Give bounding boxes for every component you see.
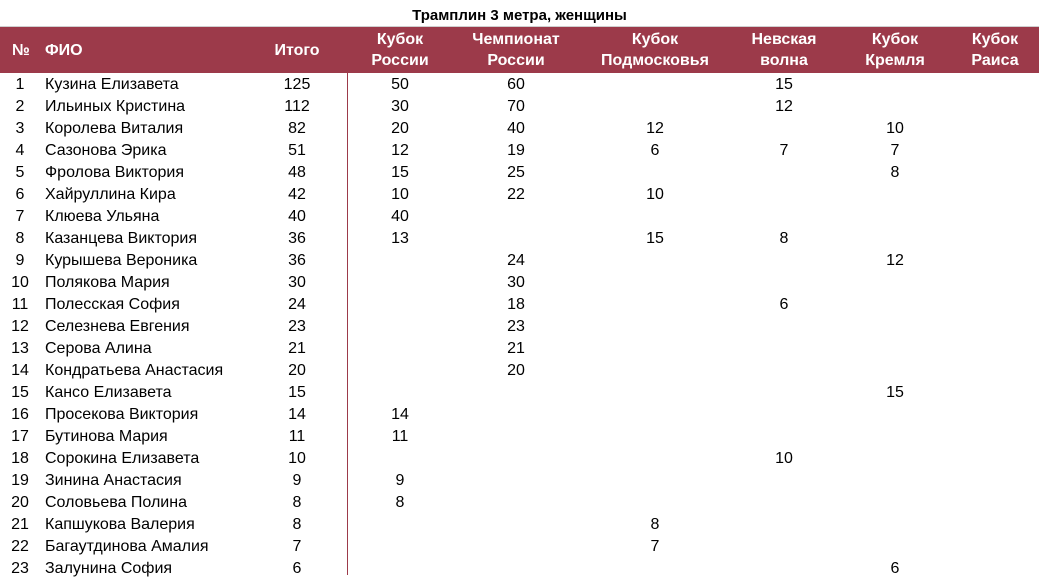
header-kubok-rossii xyxy=(350,27,450,73)
cell-kubok-kremlya xyxy=(865,272,925,294)
table-row xyxy=(0,426,1039,448)
table-row xyxy=(0,184,1039,206)
cell-kubok-podmoskovya xyxy=(625,426,685,448)
cell-kubok-rossii: 50 xyxy=(391,76,409,93)
cell-nevskaya-volna xyxy=(754,250,814,272)
cell-chempionat-rossii: 20 xyxy=(507,362,525,379)
cell-num: 14 xyxy=(11,362,29,379)
table-row xyxy=(0,492,1039,514)
cell-nevskaya-volna: 8 xyxy=(779,230,789,247)
table-row xyxy=(0,382,1039,404)
table-row xyxy=(0,140,1039,162)
cell-chempionat-rossii xyxy=(486,514,546,536)
cell-name: Соловьева Полина xyxy=(45,494,187,511)
cell-chempionat-rossii: 24 xyxy=(507,252,525,269)
cell-kubok-raisa xyxy=(966,250,1026,272)
cell-num: 5 xyxy=(15,164,25,181)
table-row xyxy=(0,338,1039,360)
cell-chempionat-rossii: 60 xyxy=(507,76,525,93)
table-row xyxy=(0,514,1039,536)
header-chempionat-rossii-line2: России xyxy=(487,52,545,69)
table-row xyxy=(0,118,1039,140)
cell-name: Королева Виталия xyxy=(45,120,184,137)
cell-nevskaya-volna xyxy=(754,404,814,426)
table-row xyxy=(0,206,1039,228)
cell-kubok-podmoskovya xyxy=(625,162,685,184)
cell-kubok-rossii xyxy=(370,360,430,382)
cell-num: 3 xyxy=(15,120,25,137)
header-chempionat-rossii xyxy=(456,27,576,73)
table-header xyxy=(0,27,1039,73)
header-kubok-raisa-line1: Кубок xyxy=(971,31,1019,48)
cell-kubok-podmoskovya: 15 xyxy=(646,230,664,247)
cell-num: 21 xyxy=(11,516,29,533)
cell-name: Хайруллина Кира xyxy=(45,186,176,203)
cell-num: 18 xyxy=(11,450,29,467)
cell-nevskaya-volna xyxy=(754,514,814,536)
cell-kubok-kremlya xyxy=(865,360,925,382)
cell-nevskaya-volna: 7 xyxy=(779,142,789,159)
cell-kubok-kremlya xyxy=(865,96,925,118)
cell-kubok-podmoskovya xyxy=(625,470,685,492)
cell-kubok-raisa xyxy=(966,316,1026,338)
cell-kubok-raisa xyxy=(966,294,1026,316)
cell-chempionat-rossii: 19 xyxy=(507,142,525,159)
cell-chempionat-rossii xyxy=(486,426,546,448)
cell-kubok-kremlya: 10 xyxy=(886,120,904,137)
cell-kubok-raisa xyxy=(966,492,1026,514)
cell-nevskaya-volna xyxy=(754,536,814,558)
cell-total: 23 xyxy=(288,318,306,335)
cell-kubok-rossii xyxy=(370,382,430,404)
cell-kubok-rossii: 40 xyxy=(391,208,409,225)
cell-kubok-podmoskovya xyxy=(625,96,685,118)
cell-name: Кансо Елизавета xyxy=(45,384,172,401)
cell-name: Серова Алина xyxy=(45,340,152,357)
cell-kubok-raisa xyxy=(966,426,1026,448)
header-nevskaya-volna xyxy=(734,27,834,73)
cell-kubok-raisa xyxy=(966,514,1026,536)
cell-kubok-rossii xyxy=(370,448,430,470)
cell-kubok-podmoskovya xyxy=(625,492,685,514)
cell-kubok-raisa xyxy=(966,338,1026,360)
cell-num: 11 xyxy=(11,296,29,313)
cell-kubok-raisa xyxy=(966,404,1026,426)
cell-kubok-kremlya xyxy=(865,206,925,228)
cell-num: 22 xyxy=(11,538,29,555)
cell-total: 7 xyxy=(292,538,302,555)
header-nevskaya-volna-line2: волна xyxy=(760,52,808,69)
cell-kubok-raisa xyxy=(966,96,1026,118)
table-row xyxy=(0,316,1039,338)
cell-kubok-kremlya xyxy=(865,316,925,338)
header-kubok-kremlya-line1: Кубок xyxy=(871,31,919,48)
cell-num: 16 xyxy=(11,406,29,423)
cell-kubok-podmoskovya xyxy=(625,558,685,580)
cell-kubok-raisa xyxy=(966,118,1026,140)
header-name: ФИО xyxy=(45,41,83,59)
cell-nevskaya-volna: 12 xyxy=(775,98,793,115)
cell-name: Бутинова Мария xyxy=(45,428,168,445)
cell-kubok-podmoskovya xyxy=(625,404,685,426)
cell-nevskaya-volna xyxy=(754,338,814,360)
cell-kubok-kremlya: 15 xyxy=(886,384,904,401)
cell-kubok-raisa xyxy=(966,228,1026,250)
cell-kubok-podmoskovya: 7 xyxy=(650,538,660,555)
cell-kubok-rossii xyxy=(370,558,430,580)
header-kubok-podmoskovya xyxy=(590,27,720,73)
cell-kubok-rossii: 30 xyxy=(391,98,409,115)
cell-kubok-rossii: 9 xyxy=(395,472,405,489)
cell-kubok-kremlya xyxy=(865,448,925,470)
cell-kubok-rossii: 14 xyxy=(391,406,409,423)
header-kubok-kremlya xyxy=(845,27,945,73)
cell-chempionat-rossii: 22 xyxy=(507,186,525,203)
cell-kubok-kremlya: 7 xyxy=(890,142,900,159)
cell-kubok-kremlya xyxy=(865,404,925,426)
cell-kubok-rossii: 12 xyxy=(391,142,409,159)
table-row xyxy=(0,294,1039,316)
cell-nevskaya-volna xyxy=(754,382,814,404)
cell-nevskaya-volna xyxy=(754,206,814,228)
cell-chempionat-rossii xyxy=(486,470,546,492)
cell-nevskaya-volna xyxy=(754,162,814,184)
cell-name: Кондратьева Анастасия xyxy=(45,362,224,379)
header-nevskaya-volna-line1: Невская xyxy=(751,31,817,48)
table-row xyxy=(0,162,1039,184)
cell-kubok-raisa xyxy=(966,140,1026,162)
cell-num: 23 xyxy=(11,560,29,577)
cell-chempionat-rossii xyxy=(486,536,546,558)
cell-kubok-raisa xyxy=(966,536,1026,558)
cell-total: 24 xyxy=(288,296,306,313)
cell-kubok-raisa xyxy=(966,360,1026,382)
cell-kubok-kremlya: 8 xyxy=(890,164,900,181)
header-kubok-raisa xyxy=(951,27,1039,73)
cell-kubok-kremlya xyxy=(865,294,925,316)
table-row xyxy=(0,228,1039,250)
cell-kubok-podmoskovya xyxy=(625,338,685,360)
cell-total: 42 xyxy=(288,186,306,203)
cell-chempionat-rossii xyxy=(486,404,546,426)
cell-name: Кузина Елизавета xyxy=(45,76,179,93)
cell-total: 6 xyxy=(292,560,302,577)
cell-chempionat-rossii xyxy=(486,492,546,514)
cell-kubok-rossii xyxy=(370,338,430,360)
cell-kubok-raisa xyxy=(966,558,1026,580)
cell-kubok-podmoskovya: 8 xyxy=(650,516,660,533)
cell-kubok-rossii: 15 xyxy=(391,164,409,181)
cell-kubok-rossii xyxy=(370,514,430,536)
cell-nevskaya-volna xyxy=(754,360,814,382)
cell-kubok-raisa xyxy=(966,448,1026,470)
cell-kubok-raisa xyxy=(966,470,1026,492)
cell-kubok-podmoskovya xyxy=(625,272,685,294)
cell-kubok-podmoskovya: 10 xyxy=(646,186,664,203)
cell-name: Багаутдинова Амалия xyxy=(45,538,209,555)
cell-num: 4 xyxy=(15,142,25,159)
cell-name: Сорокина Елизавета xyxy=(45,450,200,467)
cell-name: Фролова Виктория xyxy=(45,164,185,181)
cell-kubok-rossii xyxy=(370,316,430,338)
cell-num: 20 xyxy=(11,494,29,511)
cell-num: 12 xyxy=(11,318,29,335)
header-kubok-podmoskovya-line1: Кубок xyxy=(631,31,679,48)
cell-num: 15 xyxy=(11,384,29,401)
cell-total: 9 xyxy=(292,472,302,489)
table-row xyxy=(0,404,1039,426)
cell-chempionat-rossii xyxy=(486,448,546,470)
cell-kubok-raisa xyxy=(966,382,1026,404)
header-num: № xyxy=(12,41,30,59)
cell-nevskaya-volna: 15 xyxy=(775,76,793,93)
cell-nevskaya-volna xyxy=(754,558,814,580)
cell-total: 48 xyxy=(288,164,306,181)
table-title: Трамплин 3 метра, женщины xyxy=(412,7,627,24)
cell-name: Сазонова Эрика xyxy=(45,142,167,159)
cell-chempionat-rossii: 70 xyxy=(507,98,525,115)
cell-num: 8 xyxy=(15,230,25,247)
cell-kubok-raisa xyxy=(966,74,1026,96)
cell-kubok-kremlya xyxy=(865,74,925,96)
cell-kubok-kremlya xyxy=(865,184,925,206)
cell-chempionat-rossii xyxy=(486,228,546,250)
cell-kubok-kremlya xyxy=(865,470,925,492)
cell-chempionat-rossii xyxy=(486,206,546,228)
cell-kubok-podmoskovya xyxy=(625,294,685,316)
header-total: Итого xyxy=(274,41,320,59)
cell-num: 13 xyxy=(11,340,29,357)
cell-num: 9 xyxy=(15,252,25,269)
cell-kubok-rossii xyxy=(370,294,430,316)
header-kubok-rossii-line1: Кубок xyxy=(376,31,424,48)
cell-kubok-raisa xyxy=(966,162,1026,184)
cell-nevskaya-volna xyxy=(754,316,814,338)
cell-chempionat-rossii xyxy=(486,558,546,580)
table-row xyxy=(0,360,1039,382)
cell-kubok-kremlya: 12 xyxy=(886,252,904,269)
cell-name: Зинина Анастасия xyxy=(45,472,182,489)
cell-chempionat-rossii xyxy=(486,382,546,404)
cell-total: 20 xyxy=(288,362,306,379)
cell-kubok-rossii: 20 xyxy=(391,120,409,137)
cell-nevskaya-volna xyxy=(754,492,814,514)
cell-total: 10 xyxy=(288,450,306,467)
cell-nevskaya-volna xyxy=(754,184,814,206)
cell-name: Клюева Ульяна xyxy=(45,208,160,225)
cell-kubok-rossii: 8 xyxy=(395,494,405,511)
cell-kubok-podmoskovya xyxy=(625,250,685,272)
table-row xyxy=(0,96,1039,118)
header-kubok-podmoskovya-line2: Подмосковья xyxy=(601,52,709,69)
cell-kubok-kremlya xyxy=(865,426,925,448)
cell-kubok-podmoskovya xyxy=(625,74,685,96)
header-kubok-raisa-line2: Раиса xyxy=(971,52,1019,69)
cell-kubok-kremlya: 6 xyxy=(890,560,900,577)
cell-total: 30 xyxy=(288,274,306,291)
table-row xyxy=(0,448,1039,470)
cell-name: Просекова Виктория xyxy=(45,406,199,423)
cell-nevskaya-volna: 6 xyxy=(779,296,789,313)
cell-name: Полесская София xyxy=(45,296,180,313)
cell-total: 51 xyxy=(288,142,306,159)
table-row xyxy=(0,470,1039,492)
cell-nevskaya-volna xyxy=(754,426,814,448)
cell-kubok-kremlya xyxy=(865,492,925,514)
table-row xyxy=(0,558,1039,580)
table-row xyxy=(0,250,1039,272)
cell-kubok-kremlya xyxy=(865,338,925,360)
cell-total: 8 xyxy=(292,494,302,511)
cell-name: Казанцева Виктория xyxy=(45,230,197,247)
cell-nevskaya-volna xyxy=(754,470,814,492)
header-kubok-rossii-line2: России xyxy=(371,52,429,69)
cell-total: 112 xyxy=(284,98,310,115)
table-row xyxy=(0,272,1039,294)
cell-kubok-podmoskovya xyxy=(625,382,685,404)
cell-name: Капшукова Валерия xyxy=(45,516,195,533)
cell-kubok-podmoskovya: 6 xyxy=(650,142,660,159)
cell-kubok-podmoskovya xyxy=(625,316,685,338)
cell-total: 21 xyxy=(288,340,306,357)
cell-kubok-rossii xyxy=(370,272,430,294)
header-chempionat-rossii-line1: Чемпионат xyxy=(472,31,560,48)
cell-chempionat-rossii: 23 xyxy=(507,318,525,335)
cell-chempionat-rossii: 21 xyxy=(507,340,525,357)
cell-num: 1 xyxy=(15,76,25,93)
cell-kubok-rossii: 10 xyxy=(391,186,409,203)
cell-chempionat-rossii: 18 xyxy=(507,296,525,313)
cell-name: Ильиных Кристина xyxy=(45,98,186,115)
cell-num: 6 xyxy=(15,186,25,203)
cell-kubok-podmoskovya xyxy=(625,448,685,470)
cell-name: Селезнева Евгения xyxy=(45,318,190,335)
cell-kubok-raisa xyxy=(966,184,1026,206)
cell-kubok-rossii xyxy=(370,250,430,272)
cell-total: 125 xyxy=(283,76,311,93)
cell-nevskaya-volna xyxy=(754,272,814,294)
cell-kubok-rossii xyxy=(370,536,430,558)
table-row xyxy=(0,536,1039,558)
cell-name: Залунина София xyxy=(45,560,173,577)
cell-num: 10 xyxy=(11,274,29,291)
cell-kubok-raisa xyxy=(966,206,1026,228)
cell-kubok-rossii: 13 xyxy=(391,230,409,247)
cell-total: 11 xyxy=(288,428,306,445)
cell-num: 19 xyxy=(11,472,29,489)
cell-num: 2 xyxy=(15,98,25,115)
cell-total: 40 xyxy=(288,208,306,225)
cell-kubok-kremlya xyxy=(865,514,925,536)
cell-kubok-kremlya xyxy=(865,228,925,250)
cell-nevskaya-volna xyxy=(754,118,814,140)
cell-num: 17 xyxy=(11,428,29,445)
cell-kubok-podmoskovya: 12 xyxy=(646,120,664,137)
cell-chempionat-rossii: 30 xyxy=(507,274,525,291)
cell-kubok-kremlya xyxy=(865,536,925,558)
cell-total: 82 xyxy=(288,120,306,137)
table-body xyxy=(0,74,1039,580)
cell-kubok-raisa xyxy=(966,272,1026,294)
cell-name: Курышева Вероника xyxy=(45,252,198,269)
cell-total: 14 xyxy=(288,406,306,423)
cell-kubok-podmoskovya xyxy=(625,206,685,228)
cell-total: 15 xyxy=(288,384,306,401)
cell-name: Полякова Мария xyxy=(45,274,170,291)
cell-total: 8 xyxy=(292,516,302,533)
header-kubok-kremlya-line2: Кремля xyxy=(865,52,925,69)
cell-total: 36 xyxy=(288,252,306,269)
table-row xyxy=(0,74,1039,96)
cell-num: 7 xyxy=(15,208,25,225)
cell-kubok-rossii: 11 xyxy=(391,428,409,445)
cell-total: 36 xyxy=(288,230,306,247)
cell-chempionat-rossii: 40 xyxy=(507,120,525,137)
cell-kubok-podmoskovya xyxy=(625,360,685,382)
cell-chempionat-rossii: 25 xyxy=(507,164,525,181)
cell-nevskaya-volna: 10 xyxy=(775,450,793,467)
